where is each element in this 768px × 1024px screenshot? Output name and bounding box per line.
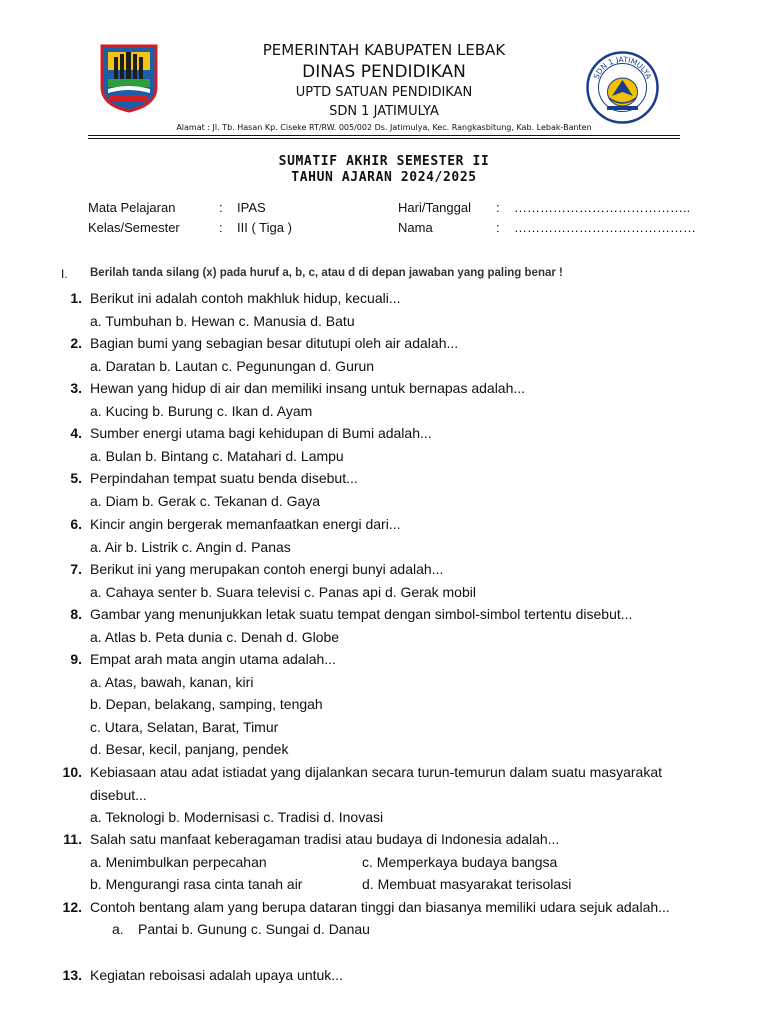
- class-label: Kelas/Semester: [88, 220, 180, 235]
- question-options: a. Kucing b. Burung c. Ikan d. Ayam: [90, 403, 313, 419]
- question-number: 11.: [63, 831, 82, 847]
- question-text: Bagian bumi yang sebagian besar ditutupi oleh air adalah...: [90, 335, 459, 351]
- question-text: Kebiasaan atau adat istiadat yang dijalankan secara turun-temurun dalam suatu masyarakat: [90, 764, 663, 780]
- section-number: I.: [61, 267, 68, 281]
- option-label: a.: [112, 921, 124, 937]
- day-label: Hari/Tanggal: [398, 200, 471, 215]
- question-text: Kincir angin bergerak memanfaatkan energi dari...: [90, 516, 401, 532]
- header-divider-thin: [88, 138, 680, 139]
- option-b: b. Depan, belakang, samping, tengah: [90, 696, 323, 712]
- question-number: 4.: [70, 425, 82, 441]
- question-number: 3.: [70, 380, 82, 396]
- question-number: 8.: [70, 606, 82, 622]
- question-text: Hewan yang hidup di air dan memiliki insang untuk bernapas adalah...: [90, 380, 526, 396]
- instruction-text: Berilah tanda silang (x) pada huruf a, b, c, atau d di depan jawaban yang paling benar !: [90, 267, 563, 279]
- question-number: 13.: [62, 967, 82, 983]
- question-number: 6.: [70, 516, 82, 532]
- option-a: a. Menimbulkan perpecahan: [90, 854, 267, 870]
- subject-label: Mata Pelajaran: [88, 200, 176, 215]
- question-options: a. Diam b. Gerak c. Tekanan d. Gaya: [90, 493, 321, 509]
- header-school: SDN 1 JATIMULYA: [329, 104, 439, 119]
- header-department: DINAS PENDIDIKAN: [302, 62, 466, 82]
- question-options: Pantai b. Gunung c. Sungai d. Danau: [138, 921, 370, 937]
- logo-badge-text: SDN 1 JATIMULYA: [591, 54, 654, 81]
- header-government: PEMERINTAH KABUPATEN LEBAK: [262, 41, 506, 59]
- subject-value: IPAS: [237, 200, 266, 215]
- name-field: ……………………………………: [514, 220, 696, 235]
- option-a: a. Atas, bawah, kanan, kiri: [90, 674, 254, 690]
- header-address: Alamat : Jl. Tb. Hasan Kp. Ciseke RT/RW. 005/002 Ds. Jatimulya, Kec. Rangkasbitung, Kab. Lebak-Banten: [176, 123, 592, 132]
- question-options: a. Air b. Listrik c. Angin d. Panas: [90, 539, 291, 555]
- question-options: a. Atlas b. Peta dunia c. Denah d. Globe: [90, 629, 340, 645]
- question-text: Berikut ini adalah contoh makhluk hidup, kecuali...: [90, 290, 401, 306]
- question-text: Empat arah mata angin utama adalah...: [90, 651, 336, 667]
- option-b: b. Mengurangi rasa cinta tanah air: [90, 876, 303, 892]
- name-colon: :: [496, 220, 500, 235]
- question-number: 7.: [70, 561, 82, 577]
- question-text: Gambar yang menunjukkan letak suatu tempat dengan simbol-simbol tertentu disebut...: [90, 606, 633, 622]
- question-options: a. Tumbuhan b. Hewan c. Manusia d. Batu: [90, 313, 355, 329]
- exam-year: TAHUN AJARAN 2024/2025: [291, 170, 477, 185]
- question-text: Contoh bentang alam yang berupa dataran tinggi dan biasanya memiliki udara sejuk adalah...: [90, 899, 670, 915]
- question-options: a. Bulan b. Bintang c. Matahari d. Lampu: [90, 448, 344, 464]
- exam-title: SUMATIF AKHIR SEMESTER II: [278, 154, 490, 169]
- question-text: Kegiatan reboisasi adalah upaya untuk...: [90, 967, 343, 983]
- question-number: 1.: [70, 290, 82, 306]
- question-text: Sumber energi utama bagi kehidupan di Bumi adalah...: [90, 425, 432, 441]
- header-unit: UPTD SATUAN PENDIDIKAN: [295, 85, 473, 100]
- option-d: d. Membuat masyarakat terisolasi: [362, 876, 572, 892]
- day-colon: :: [496, 200, 500, 215]
- question-number: 10.: [62, 764, 82, 780]
- name-label: Nama: [398, 220, 433, 235]
- day-field: …………………………………..: [514, 200, 691, 215]
- question-number: 9.: [70, 651, 82, 667]
- question-options: a. Teknologi b. Modernisasi c. Tradisi d. Inovasi: [90, 809, 384, 825]
- question-number: 5.: [70, 470, 82, 486]
- question-text: Salah satu manfaat keberagaman tradisi atau budaya di Indonesia adalah...: [90, 831, 560, 847]
- option-c: c. Memperkaya budaya bangsa: [362, 854, 558, 870]
- question-options: a. Cahaya senter b. Suara televisi c. Panas api d. Gerak mobil: [90, 584, 476, 600]
- question-number: 2.: [70, 335, 82, 351]
- option-c: c. Utara, Selatan, Barat, Timur: [90, 719, 279, 735]
- header-divider: [88, 135, 680, 136]
- class-value: III ( Tiga ): [237, 220, 292, 235]
- subject-colon: :: [219, 200, 223, 215]
- class-colon: :: [219, 220, 223, 235]
- question-text: Berikut ini yang merupakan contoh energi bunyi adalah...: [90, 561, 444, 577]
- option-d: d. Besar, kecil, panjang, pendek: [90, 741, 289, 757]
- question-text: Perpindahan tempat suatu benda disebut...: [90, 470, 358, 486]
- question-text-continued: disebut...: [90, 787, 147, 803]
- question-number: 12.: [62, 899, 82, 915]
- question-options: a. Daratan b. Lautan c. Pegunungan d. Gurun: [90, 358, 375, 374]
